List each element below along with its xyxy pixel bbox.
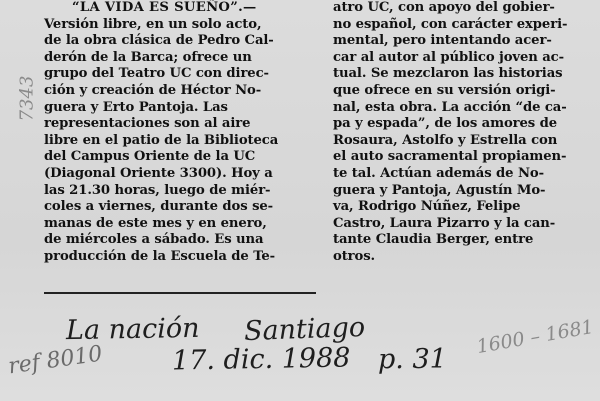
article-line: va, Rodrigo Núñez, Felipe <box>333 199 521 215</box>
article-line: representaciones son al aire <box>44 116 251 132</box>
handwritten-range: 1600 – 1681 <box>474 315 596 359</box>
article-left-column <box>44 0 316 266</box>
article-line: coles a viernes, durante dos se- <box>44 199 274 215</box>
article-line: nal, esta obra. La acción “de ca- <box>333 99 567 115</box>
article-line: libre en el patio de la Biblioteca <box>44 132 279 148</box>
article-line: mental, pero intentando acer- <box>333 33 552 49</box>
article-line: (Diagonal Oriente 3300). Hoy a <box>44 165 273 181</box>
article-line: manas de este mes y en enero, <box>44 215 267 231</box>
article-line: que ofrece en su versión origi- <box>333 82 556 98</box>
article-line: Castro, Laura Pizarro y la can- <box>333 215 556 231</box>
article-line: atro UC, con apoyo del gobier- <box>333 0 555 15</box>
article-line: de la obra clásica de Pedro Cal- <box>44 33 274 49</box>
article-line: grupo del Teatro UC con direc- <box>44 66 269 82</box>
article-line: Rosaura, Astolfo y Estrella con <box>333 132 558 148</box>
article-line: Versión libre, en un solo acto, <box>44 16 262 32</box>
article-line: el auto sacramental propiamen- <box>333 149 567 165</box>
article-line: pa y espada”, de los amores de <box>333 116 558 132</box>
article-line: guera y Erto Pantoja. Las <box>44 99 228 115</box>
article-title: “LA VIDA ES SUEÑO”.— <box>72 0 257 15</box>
article-line: guera y Pantoja, Agustín Mo- <box>333 182 546 198</box>
article-line: car al autor al público joven ac- <box>333 49 564 65</box>
column-rule <box>44 292 316 294</box>
article-line: del Campus Oriente de la UC <box>44 149 256 165</box>
handwritten-reference: ref 8010 <box>6 341 104 380</box>
article-line: derón de la Barca; ofrece un <box>44 49 252 65</box>
article-line: producción de la Escuela de Te- <box>44 248 276 264</box>
article-line: tante Claudia Berger, entre <box>333 232 534 248</box>
article-line: te tal. Actúan además de No- <box>333 165 544 181</box>
handwritten-date: 17. dic. 1988 <box>171 342 351 377</box>
handwritten-source: La nación <box>65 312 200 347</box>
article-line: las 21.30 horas, luego de miér- <box>44 182 271 198</box>
handwritten-page: p. 31 <box>378 344 447 375</box>
article-line: no español, con carácter experi- <box>333 16 568 32</box>
article-line: tual. Se mezclaron las historias <box>333 66 563 82</box>
article-right-column <box>333 0 591 266</box>
handwritten-city: Santiago <box>243 311 366 348</box>
article-line: otros. <box>333 248 376 264</box>
article-line: de miércoles a sábado. Es una <box>44 232 264 248</box>
handwritten-margin-note: 7343 <box>16 75 38 122</box>
article-line: ción y creación de Héctor No- <box>44 82 262 98</box>
